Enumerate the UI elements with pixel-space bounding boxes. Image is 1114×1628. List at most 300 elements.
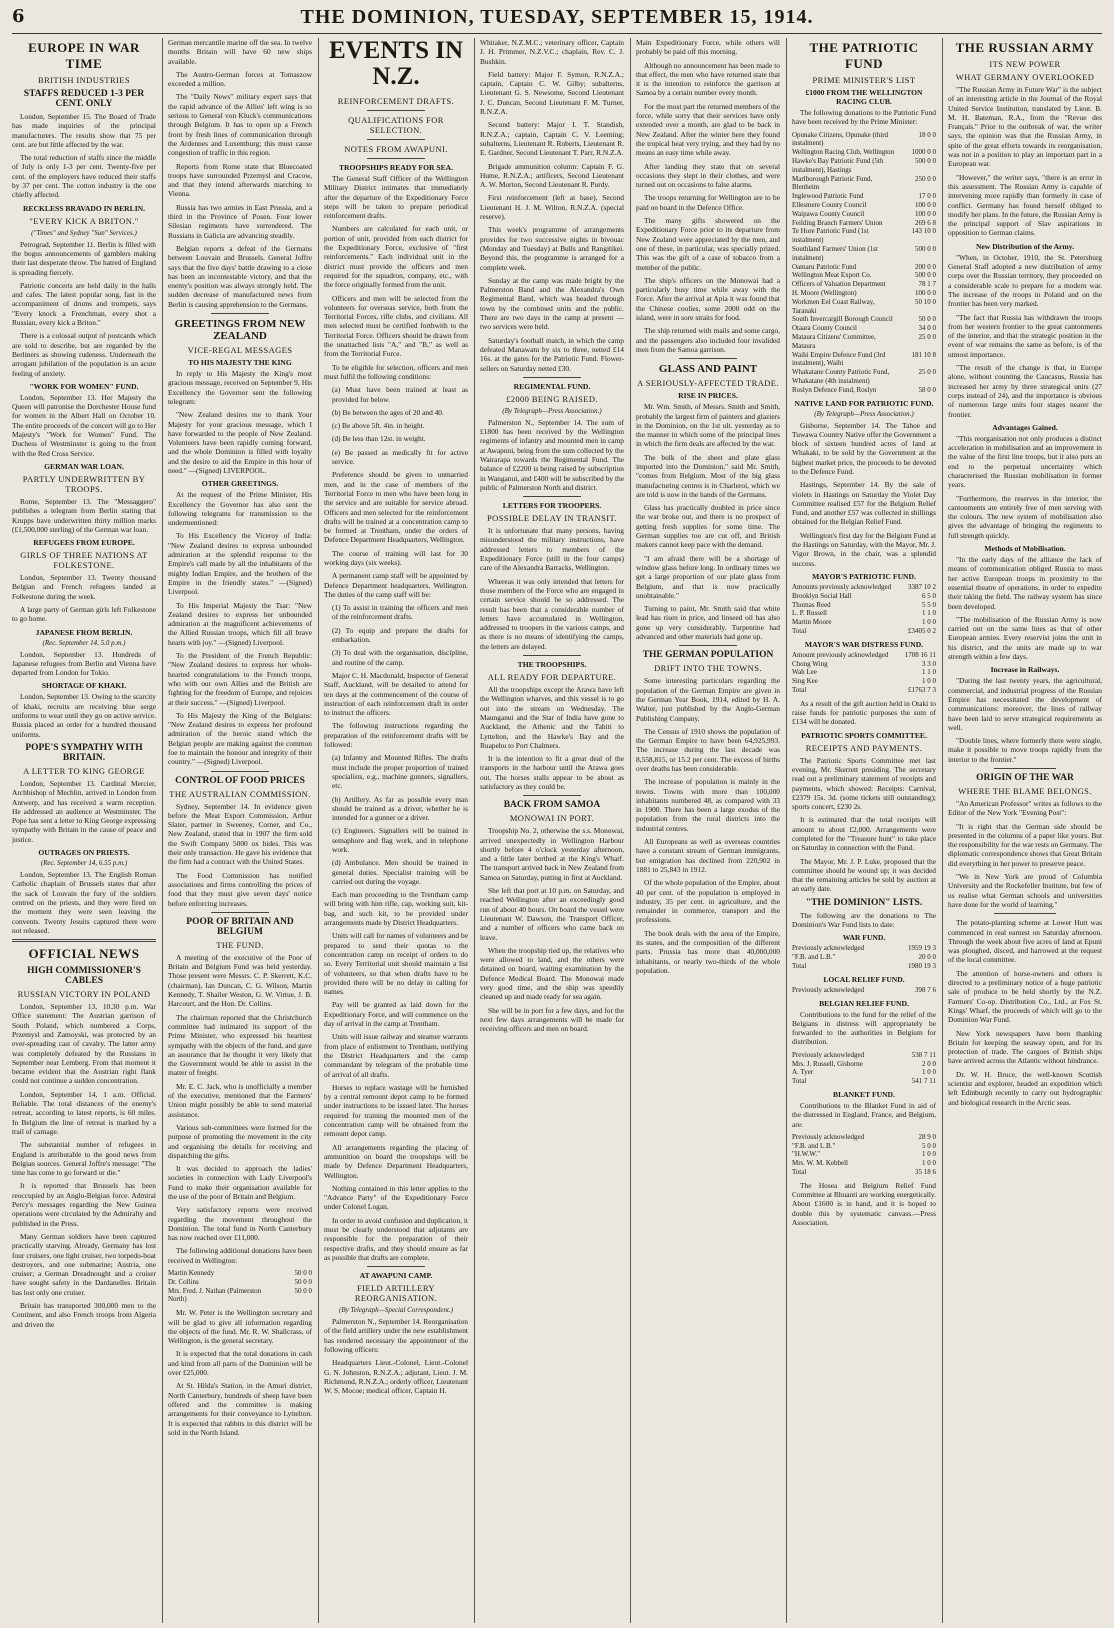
article-paragraph: Numbers are calculated for each unit, or portion of unit, provided from each district for the Expeditionary Force, exclusive of "first reinforcements." Each individual unit in the district must provide the officers and men required for the squadron, company, etc., with the force originally formed from the unit. xyxy=(324,224,468,290)
divider xyxy=(994,768,1056,769)
article-paragraph: The bulk of the sheet and plate glass imported into the Dominion," said Mr. Smith, "comes from Belgium. Most of the big glass manufacturing centres is in Charleroi, which we are told is now in the hands of the Germans. xyxy=(636,452,780,499)
donation-amount: 25 0 0 xyxy=(918,332,936,341)
list-item xyxy=(792,677,936,686)
article-paragraph: Many German soldiers have been captured practically starving. Already, Germany has lost four cruisers, one light cruiser, two torpedo-boat destroyers, and one submarine; Austria, one cruiser; a German Dreadnought and a cruiser have sought safety in the Dardanelles. Britain has lost only one cruiser. xyxy=(12,1231,156,1297)
divider xyxy=(523,377,581,378)
donation-amount: 34 0 0 xyxy=(918,324,936,333)
divider xyxy=(523,655,581,656)
condition-item: (b) Be between the ages of 20 and 40. xyxy=(332,407,444,417)
section-heading: OFFICIAL NEWS xyxy=(28,946,140,962)
article-paragraph: "This reorganisation not only produces a distinct acceleration in mobilisation and an improvement in the value of the first line troops, but it also puts an end to the perpetual uncertainty which characterised the Russian mobilisation in former years. xyxy=(948,433,1102,490)
list-item xyxy=(792,175,936,193)
article-paragraph: The following additional donations have been received in Wellington: xyxy=(168,1246,312,1265)
donation-list xyxy=(792,131,936,395)
subheading: £1000 FROM THE WELLINGTON RACING CLUB. xyxy=(805,88,923,106)
article-paragraph: All the troopships except the Arawa have left the Wellington wharves, and this vessel is to go out into the stream on Wednesday. The Maunganui and the Star of India have gone to Auckland, the Athenic and the Tahiti to Lyttelton, and the Hawke's Bay and the Ruapehu to Port Chalmers. xyxy=(480,685,624,750)
article-paragraph: It is expected that the total donations in cash and kind from all parts of the Dominion will be over £25,000. xyxy=(168,1349,312,1378)
article-headline: GLASS AND PAINT xyxy=(658,363,758,376)
article-headline: REFUGEES FROM EUROPE. xyxy=(33,538,135,548)
article-paragraph: Nothing contained in this letter applies to the "Advance Party" of the Expeditionary Force under Colonel Logan. xyxy=(324,1183,468,1212)
donation-list xyxy=(792,651,936,695)
donor-name: A. Tyer xyxy=(792,1068,814,1077)
donation-amount: 500 0 0 xyxy=(915,271,936,280)
divider xyxy=(679,645,737,646)
article-paragraph: Pay will be granted as laid down for the Expeditionary Force, and will commence on the day of arrival in the camp at Trentham. xyxy=(324,1000,468,1029)
article-paragraph: Brigade ammunition column: Captain F. G. Hume, R.N.Z.A.; artificers, Second Lieutenant A. W. Morton, Second Lieutenant R. Purdy. xyxy=(480,161,624,190)
donor-name: Te Hore Patriotic Fund (1st instalment) xyxy=(792,227,869,245)
article-paragraph: German mercantile marine off the sea. In twelve months Britain will have 60 new ships available. xyxy=(168,38,312,66)
list-item xyxy=(792,271,936,280)
article-headline: MAYOR'S WAR DISTRESS FUND. xyxy=(804,639,924,649)
donation-amount: 1 0 0 xyxy=(922,1068,936,1077)
article-paragraph: The General Staff Officer of the Wellington Military District intimates that immediately after the departure of the Expeditionary Force steps will be taken to prepare periodical reinforcement drafts. xyxy=(324,174,468,221)
article-paragraph: Gisborne, September 14. The Tahoe and Tuwawa Country Native offer the Government a block of sixteen hundred acres of land at Whakaki, to be sold by the Government at the highest market price, the proceeds to be devoted to the Defence Fund. xyxy=(792,420,936,476)
donation-amount: 17 0 0 xyxy=(918,192,936,201)
donor-name: "F.B. and L.B." xyxy=(792,1141,836,1150)
article-paragraph: Very satisfactory reports were received regarding the movement throughout the Dominion. The total fund in North Canterbury has now reached over £11,000. xyxy=(168,1205,312,1243)
donor-name: Previously acknowledged xyxy=(792,1132,865,1141)
subheading: HIGH COMMISSIONER'S CABLES xyxy=(27,966,141,987)
column-separator xyxy=(162,38,163,1623)
article-headline: THE GERMAN POPULATION xyxy=(642,650,774,661)
article-headline: BELGIAN RELIEF FUND. xyxy=(819,998,909,1008)
article-paragraph: The substantial number of refugees in England is attributable to the good news from Belgian sources. General Joffre's message: "The time has come to go forward or die." xyxy=(12,1140,156,1178)
article-paragraph: The troops returning for Wellington are to be paid on board in the Defence Office. xyxy=(636,193,780,212)
article-paragraph: London, September 13, 10.30 p.m. War Office statement: The Austrian garrison of South Poland, which numbered a Corps, Przemysl and Zamoyski, was protected by an ever-spreading cast of cavalry. The latter army was completely defeated by the Russians in September near Lemberg. From that moment it became evident that the Austrian right flank could not continue a sudden concentration. xyxy=(12,1002,156,1086)
article-headline: OUTRAGES ON PRIESTS. xyxy=(38,848,130,858)
article-headline: ORIGIN OF THE WAR xyxy=(976,773,1074,783)
article-paragraph: The chairman reported that the Christchurch committee had intimated its support of the Prime Minister, who expressed his heartiest sympathy with the objects of the fund, and gave an assurance that he thought it very likely that the Government would be able to assist in the matter of freight. xyxy=(168,1012,312,1078)
article-paragraph: To be eligible for selection, officers and men must fulfil the following conditions: xyxy=(324,362,468,381)
donor-name: Officers of Valuation Department xyxy=(792,280,886,289)
donor-name: Opunake Citizens, Opunake (third instalment) xyxy=(792,130,889,148)
list-item xyxy=(792,609,936,618)
list-item xyxy=(792,962,936,971)
section-heading: EUROPE IN WAR TIME xyxy=(28,40,140,71)
article-paragraph: Wellington's first day for the Belgium Fund at the Hastings on Saturday, with the Mayor, Mr. J. Vigor Brown, in the chair, was a splendid success. xyxy=(792,530,936,568)
list-item xyxy=(792,592,936,601)
condition-item: (a) Must have been trained at least as provided for below. xyxy=(332,385,468,404)
list-item xyxy=(792,192,936,201)
column-separator xyxy=(318,38,319,1623)
list-item xyxy=(792,219,936,228)
donation-amount: 143 10 0 xyxy=(911,227,936,236)
donation-amount: 181 10 8 xyxy=(911,350,936,359)
article-paragraph: The book deals with the area of the Empire, its states, and the composition of the different parts. Prussia has more than 40,000,000 inhabitants, or nearly two-thirds of the whole population. xyxy=(636,928,780,975)
article-paragraph: Russia has two armies in East Prussia, and a third in the Province of Posen. Four lower Silesian regiments have surrendered. The Russians in Galicia are advancing steadily. xyxy=(168,202,312,240)
subheading: STAFFS REDUCED 1-3 PER CENT. ONLY xyxy=(23,89,145,109)
article-paragraph: "The mobilisation of the Russian Army is now carried out on the same lines as that of other European armies. Every reservist joins the unit in his district, and the units are made up to war strength within a few days. xyxy=(948,614,1102,662)
article-subheadline: A SERIOUSLY-AFFECTED TRADE. xyxy=(637,378,779,389)
list-item xyxy=(792,583,936,592)
article-subheadline: GIRLS OF THREE NATIONS AT FOLKESTONE. xyxy=(20,550,148,571)
article-paragraph: The many gifts showered on the Expeditionary Force prior to its departure from New Zealand were appreciated by the men, and one of these, in particular, was specially prized. This was the gift of a case of tobacco from a member of the public. xyxy=(636,216,780,272)
donation-amount: 269 6 8 xyxy=(915,218,936,227)
donor-name: Martin Moore xyxy=(792,618,832,627)
list-item xyxy=(792,157,936,175)
divider xyxy=(679,358,737,359)
donor-name: L. P. Russell xyxy=(792,609,828,618)
article-paragraph: "The Russian Army in Future War" is the subject of an interesting article in the Journal of the Royal United Service Institution, translated by Lieut. B. M. H. Bateman, R.A., from the "Revue des Français." Prior to the outbreak of war, the writer says, the opinion was that the Russian Army, in spite of the great efforts towards its reorganisation, was not in a position to play an important part in a European war. xyxy=(948,85,1102,169)
list-item xyxy=(792,1077,936,1086)
list-item xyxy=(792,351,936,369)
article-subheadline: POSSIBLE DELAY IN TRANSIT. xyxy=(487,513,617,524)
arm-item: (a) Infantry and Mounted Rifles. The drafts must include the proper proportion of trained specialists, e.g., machine gunners, signallers, etc. xyxy=(332,753,468,791)
article-headline: POOR OF BRITAIN AND BELGIUM xyxy=(186,916,294,937)
donation-list xyxy=(792,986,936,995)
article-subheadline: MONOWAI IN PORT. xyxy=(509,813,595,824)
list-item xyxy=(792,1060,936,1069)
donor-name: Mrs. W. M. Kebbell xyxy=(792,1159,848,1168)
donor-name: Total xyxy=(792,626,807,635)
list-item: Martin Kennedy 50 0 0 xyxy=(168,1269,312,1278)
article-paragraph: A permanent camp staff will be appointed by Defence Department headquarters, Wellington. The duties of the camp staff will be: xyxy=(324,571,468,599)
article-paragraph: The following instructions regarding the preparation of the reinforcement drafts will be followed: xyxy=(324,721,468,750)
list-item xyxy=(792,668,936,677)
condition-item: (c) Be above 5ft. 4in. in height. xyxy=(332,421,425,431)
article-paragraph: At the request of the Prime Minister, His Excellency the Governor has also sent the following telegrams for transmission to the undermentioned: xyxy=(168,490,312,528)
section-heading: THE PATRIOTIC FUND xyxy=(809,40,919,71)
article-headline: WAR FUND. xyxy=(842,933,886,943)
subheading: REINFORCEMENT DRAFTS. xyxy=(337,96,455,106)
donor-name: Total xyxy=(792,961,807,970)
article-paragraph: "Double lines, where formerly there were single, make it possible to move troops rapidly from the interior to the frontier." xyxy=(948,736,1102,764)
subheading: PRIME MINISTER'S LIST xyxy=(812,75,916,85)
article-paragraph: "We in New York are proud of Columbia University and the Rockefeller Institute, but few of us realise what German schools and universities have done for the world of learning." xyxy=(948,872,1102,909)
column-2 xyxy=(168,38,312,1623)
divider xyxy=(211,313,269,314)
divider xyxy=(523,795,581,796)
section-rule xyxy=(12,939,156,942)
article-headline: BACK FROM SAMOA xyxy=(503,800,601,811)
article-paragraph: Glass has practically doubled in price since the war broke out, and there is no prospect of getting fresh supplies for some time. The German supplies too are cut off, and British makers cannot keep pace with the demand. xyxy=(636,503,780,550)
list-item xyxy=(792,1168,936,1177)
divider xyxy=(211,771,269,772)
article-paragraph: Of the whole population of the Empire, about 40 per cent. of the population is employed in industry, 35 per cent. in agriculture, and the remainder in commerce, transport and the professions. xyxy=(636,878,780,925)
article-paragraph: London, September 13. Cardinal Mercier, Archbishop of Mechlin, arrived in London from Antwerp, and has received a warm reception. He addressed an audience at Westminster. The Pope has sent a letter to King George expressing sympathy with Britain in the cause of peace and justice. xyxy=(12,778,156,844)
article-paragraph: Preference should be given to unmarried men, and in the case of members of the Territorial Force to men who have been long in the service and are suitable for service abroad. Officers and men selected for the reinforcement drafts will be trained at a concentration camp to be formed at Trentham, under the orders of Defence Department Headquarters, Wellington. xyxy=(324,470,468,545)
article-paragraph: She left that port at 10 p.m. on Saturday, and reached Wellington after an exceedingly good run of about 40 hours. On board the vessel were Lieutenant W. Dawson, the Transport Officer, and a number of officers who came back on leave. xyxy=(480,886,624,942)
article-headline: BLANKET FUND. xyxy=(833,1089,895,1099)
donation-amount: £3405 0 2 xyxy=(908,626,936,635)
article-paragraph: Saturday's football match, in which the camp defeated Manawatu by six to three, netted £14 16s. at the gates for the Patriotic Fund. Flower-sellers on Saturday netted £30. xyxy=(480,335,624,373)
divider xyxy=(367,158,425,159)
article-paragraph: It is reported that Brussels has been reoccupied by an Anglo-Belgian force. Admiral Percy's messages regarding the New Guinea operations were circulated by the Admiralty and published in the Press. xyxy=(12,1181,156,1228)
article-paragraph: London, September 13. Twenty thousand Belgian and French refugees landed at Folkestone during the week. xyxy=(12,573,156,601)
donor-name: Amounts previously acknowledged xyxy=(792,582,892,591)
donation-amount: 3 3 0 xyxy=(922,659,936,668)
article-paragraph: London, September 13. Owing to the scarcity of khaki, recruits are receiving blue serge uniforms to wear until they go on active service. Russia placed an order for a hundred thousand uniforms. xyxy=(12,692,156,739)
article-paragraph: Mr. W. Peter is the Wellington secretary and will be glad to give all information regarding the objects of the fund. Mr. R. W. Shallcrass, of Wellington, is the general secretary. xyxy=(168,1308,312,1346)
arm-item: (c) Engineers. Signallers will be trained in semaphore and flag work, and in telephone work. xyxy=(332,826,468,854)
donation-amount: 1959 19 3 xyxy=(908,944,936,953)
donation-list xyxy=(168,1269,312,1304)
article-paragraph: Contributions to the Blanket Fund in aid of the distressed in England, France, and Belgium, are: xyxy=(792,1100,936,1129)
donor-name: Mrs. J. Russell, Gisborne xyxy=(792,1059,863,1068)
masthead xyxy=(12,6,1102,32)
article-paragraph: All Europeans as well as overseas countries have a constant stream of German immigrants, but emigration has declined from 220,902 in 1881 to 25,843 in 1912. xyxy=(636,837,780,874)
donor-name: Ellesmere County Council xyxy=(792,200,867,209)
donor-name: Feilding Branch Farmers' Union xyxy=(792,218,883,227)
article-paragraph: Officers and men will be selected from the volunteers for overseas service, both from the Territorial Forces, rifle clubs, and civilians. All men selected must be certified forthwith to the Territorial Force. Officers should be drawn from the unattached lists "A," and "B," as well as from the Territorial Force. xyxy=(324,293,468,359)
list-item xyxy=(792,333,936,351)
column-1 xyxy=(12,38,156,1623)
article-subheadline: New Distribution of the Army. xyxy=(975,241,1075,251)
donation-list xyxy=(792,583,936,636)
article-subheadline: Methods of Mobilisation. xyxy=(984,544,1066,554)
article-subheadline: VICE-REGAL MESSAGES xyxy=(187,345,293,356)
article-paragraph: Hastings, September 14. By the sale of violets in Hastings on Saturday the Violet Day Committee realised £57 for the Belgium Relief Fund, and another £57 was collected in shillings obtained for the Belgian Relief Fund. xyxy=(792,480,936,527)
article-paragraph: To His Majesty the King of the Belgians: "New Zealand desires to express her profound admiration of the heroic stand which the Belgian people are making against the common foe to maintain the honour and integrity of their country." —(Signed) Liverpool. xyxy=(168,710,312,767)
list-item: Dr. Collins 50 0 0 xyxy=(168,1277,312,1286)
article-paragraph: Dr. W. H. Bruce, the well-known Scottish scientist and explorer, headed an expedition which left Edinburgh recently to carry out hydrographic and biological research in the Arctic seas. xyxy=(948,1069,1102,1107)
article-paragraph: To the President of the French Republic: "New Zealand desires to express her whole-hearted congratulations to the French troops, who with our own Allies and the British are fighting for the freedom of Europe, and rejoices at their success." —(Signed) Liverpool. xyxy=(168,651,312,707)
donor-name: South Invercargill Borough Council xyxy=(792,315,893,324)
article-paragraph: "I am afraid there will be a shortage of window glass before long. In ordinary times we get a large proportion of our plate glass from Belgium, and that is now practically unobtainable." xyxy=(636,553,780,600)
article-paragraph: "New Zealand desires me to thank Your Majesty for your gracious message, which I have forwarded to the people of New Zealand. Volunteers have been rapidly coming forward, and the whole Dominion is filled with loyalty and the desire to aid the Empire in this hour of need." —(Signed) LIVERPOOL. xyxy=(168,410,312,475)
article-paragraph: It is unfortunate that many persons, having misunderstood the military instructions, have addressed letters to members of the Expeditionary Force (still in the four camps) care of the Alexandra Barracks, Wellington. xyxy=(480,526,624,573)
article-headline: OTHER GREETINGS. xyxy=(201,479,279,489)
article-paragraph: Units will issue railway and steamer warrants from place of enlistment to Trentham, notifying the District Headquarters and the camp commandant by telegram of the probable time of arrival of all drafts. xyxy=(324,1032,468,1079)
donor-name: Previously acknowledged xyxy=(792,944,865,953)
list-item xyxy=(792,201,936,210)
article-paragraph: The Patriotic Sports Committee met last evening, Mr. Skerrett presiding. The secretary read out a preliminary statement of receipts and payments, which showed: Receipts: Carnival, £2379 15s. 3d. (some tickets still outstanding); sports concert, £230 2s. xyxy=(792,755,936,812)
article-paragraph: It was decided to approach the ladies' societies in connection with Lady Liverpool's Fund to make their organisation available for the use of the poor of Britain and Belgium. xyxy=(168,1164,312,1201)
article-headline: GREETINGS FROM NEW ZEALAND xyxy=(174,318,306,343)
donor-name: Oamaru Patriotic Fund xyxy=(792,262,857,271)
article-paragraph: The Mayor, Mr. J. P. Luke, proposed that the committee should be wound up; it was decided that the remaining articles be sold by auction at an early date. xyxy=(792,856,936,894)
list-item xyxy=(792,660,936,669)
article-headline: "THE DOMINION" LISTS. xyxy=(805,897,923,908)
column-3 xyxy=(324,38,468,1623)
byline: (By Telegraph—Press Association.) xyxy=(814,409,914,418)
column-separator xyxy=(630,38,631,1623)
subheading: TROOPSHIPS READY FOR SEA. xyxy=(338,163,454,172)
donation-amount: 1 0 0 xyxy=(922,618,936,627)
article-paragraph: The "Daily News" military expert says that the rapid advance of the Allies' left wing is so serious to General von Kluck's communications through Belgium. It has to open up a French front by fresh lines of communication through the Ardennes and Luxemburg; this must cause congestion of traffic in this region. xyxy=(168,92,312,158)
list-item xyxy=(792,1068,936,1077)
article-paragraph: Troopship No. 2, otherwise the s.s. Monowai, arrived unexpectedly in Wellington Harbour shortly before 4 o'clock yesterday afternoon, and a little later berthed at the King's Wharf. The transport arrived back in New Zealand from Samoa on Saturday, putting in first at Auckland. xyxy=(480,826,624,882)
article-paragraph: Field battery: Major F. Symon, R.N.Z.A.; captain, Captain C. W. Gilby; subalterns, Lieutenant G. S. Newsome, Second Lieutenant J. C. Duncan, Second Lieutenant F. M. Turner, R.N.Z.A. xyxy=(480,69,624,117)
condition-item: (d) Be less than 12st. in weight. xyxy=(332,434,426,444)
article-paragraph: Whitaker, N.Z.M.C.; veterinary officer, Captain J. H. Primmer, N.Z.V.C.; chaplain, Rev. C. J. Bushkin. xyxy=(480,38,624,66)
donation-list xyxy=(792,944,936,970)
article-paragraph: London, September 13. Hundreds of Japanese refugees from Berlin and Vienna have departed from London for Tokio. xyxy=(12,649,156,678)
article-paragraph: Units will call for names of volunteers and be prepared to send their quotas to the concentration camp on receipt of orders to do so. Every Territorial unit should maintain a list of volunteers, so that when drafts have to be provided there will be no delay in calling for names. xyxy=(324,931,468,997)
article-headline: LETTERS FOR TROOPERS. xyxy=(502,501,602,511)
article-subheadline: PARTLY UNDERWRITTEN BY TROOPS. xyxy=(22,473,146,494)
divider xyxy=(367,110,425,111)
article-paragraph: "It is right that the German side should be presented in the columns of a paper like yours. But the responsibility for the war rests on Germany. The diplomatic correspondence shows that Great Britain did everything in her power to preserve peace. xyxy=(948,821,1102,868)
article-subheadline: "EVERY KICK A BRITON." xyxy=(29,215,139,226)
donation-amount: 50 10 0 xyxy=(915,297,936,306)
section-heading: THE RUSSIAN ARMY xyxy=(955,40,1095,55)
article-paragraph: The Hosea and Belgium Relief Fund Committee at Rhuanti are working energetically. About £1600 is in hand, and it is hoped to double this by systematic canvass.—Press Association. xyxy=(792,1180,936,1227)
donor-name: Marlborough Patriotic Fund, Blenheim xyxy=(792,174,873,192)
article-paragraph: Major C. H. Macdonald, Inspector of General Staff, Auckland, will be detailed to attend for ten days at the commencement of the course of instruction of each reinforcement draft in order to instruct the officers. xyxy=(324,670,468,718)
donation-amount: 1 0 0 xyxy=(922,1150,936,1159)
article-paragraph: Patriotic concerts are held daily in the halls and cafes. The latest popular song, fast in the accompaniment of drums and trumpets, says "Every knock a Frenchman, every shot a Russian, every kick a Briton." xyxy=(12,280,156,328)
divider xyxy=(211,912,269,913)
article-paragraph: First reinforcement (left at base), Second Lieutenant H. J. M. Wilton, R.N.Z.A. (special reserve). xyxy=(480,193,624,222)
donation-amount: 5 0 0 xyxy=(922,1141,936,1150)
list-item xyxy=(792,280,936,289)
article-paragraph: Whereas it was only intended that letters for those members of the Force who are engaged in certain service should be so addressed. The result has been that a considerable number of letters have accumulated in Wellington, addressed to troopers in the various camps, and as there is no means of identifying the camps, the letters are delayed. xyxy=(480,576,624,651)
subheading: BRITISH INDUSTRIES xyxy=(38,75,130,85)
donation-amount: 18 0 0 xyxy=(918,130,936,139)
duty-item: (2) To equip and prepare the drafts for embarkation. xyxy=(332,625,468,645)
article-paragraph: There is a colossal output of postcards which are sold to describe, but are regarded by the Berliners as showing rudeness. Underneath the arrogant jubilation of the population is an acute feeling of anxiety. xyxy=(12,331,156,378)
donor-name: Otaara County Council xyxy=(792,324,857,333)
article-paragraph: The following are the donations to The Dominion's War Fund lists to date: xyxy=(792,910,936,930)
donation-amount: 500 0 0 xyxy=(915,244,936,253)
list-item xyxy=(792,627,936,636)
article-paragraph: A meeting of the executive of the Poor of Britain and Belgium Fund was held yesterday. Those present were Messrs. C. P. Skerrett, K.C. (chairman), Ian Duncan, C. G. Wilson, Martin Kennedy, T. Shailer Weston, G. W. Virtue, J. B. Harcourt, and the Hon. Dr. Collins. xyxy=(168,952,312,1009)
donation-amount: 5 5 0 xyxy=(922,600,936,609)
column-7 xyxy=(948,38,1102,1623)
subheading: ITS NEW POWER xyxy=(989,59,1061,69)
byline: (By Telegraph—Press Association.) xyxy=(502,406,602,415)
article-paragraph: Each man proceeding to the Trentham camp will bring with him rifle, cap, working suit, kit-bag, and such kit, to be provided under arrangements made by District Headquarters. xyxy=(324,890,468,928)
article-paragraph: Sydney, September 14. In evidence given before the Meat Export Commission, Arthur Slater, partner in Sweeney, Corner, and Co., New Zealand, stated that in 1907 the firm sold the Swift Company 5000 ox hides. This was their only transaction. He gave his evidence that the firm had a contract with the United States. xyxy=(168,801,312,867)
article-paragraph: All arrangements regarding the placing of ammunition on board the troopships will be made by Defence Department Headquarters, Wellington. xyxy=(324,1142,468,1180)
article-paragraph: Mr. E. C. Jack, who is unofficially a member of the executive, mentioned that the Farmers' Union might possibly be able to send material assistance. xyxy=(168,1081,312,1119)
article-paragraph: "The result of the change is that, in Europe alone, without counting the Caucasus, Russia has increased her army by three strategical units (27 corps instead of 24), and the importance is obvious of numerous large units four stages nearer the frontier. xyxy=(948,363,1102,419)
column-separator xyxy=(786,38,787,1623)
article-subheadline: A LETTER TO KING GEORGE xyxy=(23,765,145,776)
donation-amount: 1980 19 3 xyxy=(908,961,936,970)
article-headline: JAPANESE FROM BERLIN. xyxy=(35,627,133,637)
donor-name: Sing Kee xyxy=(792,677,818,686)
donor-name: "H.W.W." xyxy=(792,1150,820,1159)
subheading: NOTES FROM AWAPUNI. xyxy=(344,144,448,154)
list-item xyxy=(792,210,936,219)
article-headline: LOCAL RELIEF FUND. xyxy=(823,974,905,984)
article-paragraph: The increase of population is mainly in the towns. Towns with more than 100,000 inhabitants numbered 48, as compared with 33 in 1900. There has been a large exodus of the population from the rural districts into the industrial centres. xyxy=(636,777,780,833)
donation-list xyxy=(792,1051,936,1086)
article-paragraph: "During the last twenty years, the agricultural, commercial, and industrial progress of the Russian Empire has necessitated the development of communications: moreover, the lines of railway have been laid to serve strategical requirements as well. xyxy=(948,676,1102,732)
masthead-rule xyxy=(12,33,1102,34)
article-headline: RECKLESS BRAVADO IN BERLIN. xyxy=(22,203,146,213)
section-heading: EVENTS IN N.Z. xyxy=(328,38,464,90)
article-paragraph: The following donations to the Patriotic Fund have been received by the Prime Minister: xyxy=(792,108,936,127)
donor-name: Total xyxy=(792,1168,807,1176)
donor-name: Workmen Eel Coast Railway, Taranaki xyxy=(792,297,875,315)
article-paragraph: London, September 13. The English Roman Catholic chaplain of Brussels states that after the sack of Louvain the fury of the soldiers centred on the priests, and they were fired on the moment they were seen leaving the convents. Twenty Jesuits captured there were not released. xyxy=(12,870,156,935)
newspaper-title: THE DOMINION, TUESDAY, SEPTEMBER 15, 1914. xyxy=(300,6,814,28)
article-paragraph: Turning to paint, Mr. Smith said that white lead has risen in price, and linseed oil has also gone up very considerably. Turpentine had advanced and other materials had gone up. xyxy=(636,604,780,642)
article-paragraph: For the most part the returned members of the force, while sorry that their services have only extended over a month, are glad to be back in New Zealand. After the winter here they found the tropical heat very trying, and they had by no means an easy time while away. xyxy=(636,101,780,158)
article-subheadline: Increase in Railways. xyxy=(990,665,1060,675)
divider xyxy=(367,139,425,140)
article-paragraph: New York newspapers have been thanking Britain for keeping the seaway open, and for its protection of trade. The cargoes of British ships have arrived across the Atlantic without hindrance. xyxy=(948,1028,1102,1066)
divider xyxy=(523,496,581,497)
donor-name: Mataura Citizens' Committee, Mataura xyxy=(792,332,876,350)
list-item xyxy=(792,986,936,995)
list-item xyxy=(792,386,936,395)
article-paragraph: It is estimated that the total receipts will amount to about £2,000. Arrangements were completed for the "Treasure hunt" to take place on Saturday in connection with the Fund. xyxy=(792,815,936,853)
divider xyxy=(367,1266,425,1267)
column-5 xyxy=(636,38,780,1623)
donation-amount: 250 0 0 xyxy=(915,174,936,183)
article-subheadline: FIELD ARTILLERY REORGANISATION. xyxy=(354,1283,438,1304)
donor-name: Southland Farmers' Union (1st instalment) xyxy=(792,244,878,262)
donor-name: Total xyxy=(792,1077,807,1086)
article-paragraph: It is the intention to fit a great deal of the transports in the harbour until the Arawa goes out. The horses stalls appear to be about as satisfactory as they could be. xyxy=(480,754,624,791)
donation-amount: 3387 10 2 xyxy=(908,582,936,591)
donation-amount: 1 0 0 xyxy=(922,677,936,686)
article-paragraph: London, September 14, 1 a.m. Official. Reliable. The total distances of the enemy's retreat, according to latest reports, is 60 miles. In Belgium the line of retreat is marked by a trail of carnage. xyxy=(12,1089,156,1136)
article-paragraph: The total reduction of staffs since the middle of July is only 1-3 per cent. Twenty-five per cent. of the employers have reduced their staffs by 37 per cent. The cotton industry is the one chiefly affected. xyxy=(12,153,156,200)
donor-name: Previously acknowledged xyxy=(792,985,865,994)
donation-amount: 35 18 6 xyxy=(915,1168,936,1176)
article-paragraph: Reports from Rome state that Bluecoated troops have surrounded Przemysl and Cracow, and that they intend afterwards marching to Vienna. xyxy=(168,161,312,199)
donor-name: "F.B. and L.B." xyxy=(792,953,836,962)
list-item xyxy=(792,131,936,149)
duty-item: (1) To assist in training the officers and men of the reinforcement drafts. xyxy=(332,603,468,622)
column-6 xyxy=(792,38,936,1623)
article-paragraph: This week's programme of arrangements provides for two successive nights in bivouac (Monday and Tuesday) at Bulls and Rangitikei. Beyond this, the programme is arranged for a complete week. xyxy=(480,225,624,272)
article-paragraph: The potato-planting scheme at Lower Hutt was commenced in real earnest on Saturday afternoon. Through the week about five acres of land at Epuni was ploughed, disced, and harrowed at the request of the local committee. xyxy=(948,918,1102,965)
list-item xyxy=(792,1051,936,1060)
article-paragraph: The Food Commission has notified associations and firms controlling the prices of food that they must give seven days' notice before enforcing increases. xyxy=(168,870,312,908)
list-item xyxy=(792,1150,936,1159)
list-item xyxy=(792,324,936,333)
donor-name: Whakatane County Patriotic Fund, Whakatane (4th instalment) xyxy=(792,368,890,385)
article-paragraph: "Furthermore, the reserves in the interior, the cantonments are entirely free of men serving with the colours. The new system of mobilisation also gives the advantage of bringing the regiments to full strength quickly. xyxy=(948,493,1102,540)
list-item xyxy=(792,289,936,298)
list-item xyxy=(792,686,936,695)
article-paragraph: "When, in October, 1910, the St. Petersburg General Staff adopted a new distribution of army corps over the Russian territory, they proceeded on a considerable scale to prepare for a modern war. The increase of the troops in Poland and on the frontier has been very marked. xyxy=(948,252,1102,309)
arm-item: (d) Ambulance. Men should be trained in general duties. Specialist training will be carried out during the voyage. xyxy=(332,858,468,886)
donor-name: Previously acknowledged xyxy=(792,1050,865,1059)
donation-amount: 2 0 0 xyxy=(922,1059,936,1068)
list-item xyxy=(792,944,936,953)
donor-name: H. Moore (Wellington) xyxy=(792,288,857,297)
article-paragraph: The Austro-German forces at Tomaszow exceeded a million. xyxy=(168,69,312,89)
donor-name: Inglewood Patriotic Fund xyxy=(792,192,864,201)
donation-amount: 25 0 0 xyxy=(918,368,936,377)
article-paragraph: To His Excellency the Viceroy of India: "New Zealand desires to express unbounded admiration at the splendid response to the Empire's call made by all the inhabitants of the mighty Indian Empire, and the brothers of the Empire in the friendly states." —(Signed) Liverpool. xyxy=(168,531,312,597)
article-paragraph: Palmerston N., September 14. Reorganisation of the field artillery under the new establishment has rendered necessary the appointment of the following officers: xyxy=(324,1317,468,1355)
article-paragraph: Main Expeditionary Force, while others will probably be paid off this morning. xyxy=(636,38,780,57)
article-paragraph: Rome, September 13. The "Messaggero" publishes a telegram from Berlin stating that Krupps have underwritten thirty million marks (£1,500,000 sterling) of the German war loan. xyxy=(12,496,156,534)
list-item xyxy=(792,1142,936,1151)
article-paragraph: She will be in port for a few days, and for the next few days arrangements will be made for receiving officers and men on board. xyxy=(480,1005,624,1034)
list-item xyxy=(792,1159,936,1168)
donation-amount: 100 0 0 xyxy=(915,200,936,209)
article-subheadline: THE FUND. xyxy=(216,939,264,950)
article-paragraph: Second battery: Major I. T. Standish, R.N.Z.A.; captain, Captain C. V. Leeming; subalterns, Lieutenant R. Roberts, Lieutenant R. E. Gardner, Second Lieutenant T. Parr, R.N.Z.A. xyxy=(480,120,624,158)
article-headline: MAYOR'S PATRIOTIC FUND. xyxy=(812,571,916,581)
donor-name: Total xyxy=(792,685,807,694)
donor-name: Wah Lee xyxy=(792,668,817,677)
donation-amount: 1 0 0 xyxy=(922,1159,936,1168)
article-paragraph: "However," the writer says, "there is an error in this assessment. The Russian Army is capable of intervening more rapidly than formerly in case of conflict. Germany has found herself obliged to modify her plans. In the future, the Russian Army is the principal support of Slav aspirations in opposition to German claims. xyxy=(948,172,1102,238)
donation-amount: 6 5 0 xyxy=(922,591,936,600)
article-paragraph: Britain has transported 300,000 men to the Continent, and also French troops from Algeria and driven the xyxy=(12,1301,156,1329)
list-item xyxy=(792,651,936,660)
article-paragraph: Mr. Wm. Smith, of Messrs. Smith and Smith, probably the largest firm of painters and glaziers in the Dominion, on the 1st ult. yesterday as to the manner in which some of the principal lines in which the firm deals are affected by the war. xyxy=(636,402,780,449)
article-paragraph: A large party of German girls left Folkestone to go home. xyxy=(12,604,156,624)
condition-item: (e) Be passed as medically fit for active service. xyxy=(332,447,468,467)
article-paragraph: The course of training will last for 30 working days (six weeks). xyxy=(324,548,468,567)
donor-name: Waipawa County Council xyxy=(792,209,865,218)
article-headline: SHORTAGE OF KHAKI. xyxy=(41,681,127,691)
donor-name: Roslyn Defence Fund, Roslyn xyxy=(792,385,877,394)
donation-amount: 20 0 0 xyxy=(918,953,936,962)
article-paragraph: The Census of 1910 shows the population of the German Empire to have been 64,925,993. The increase during the last decade was 8,558,815, or 15.2 per cent. The excess of births over deaths has been considerable. xyxy=(636,726,780,773)
